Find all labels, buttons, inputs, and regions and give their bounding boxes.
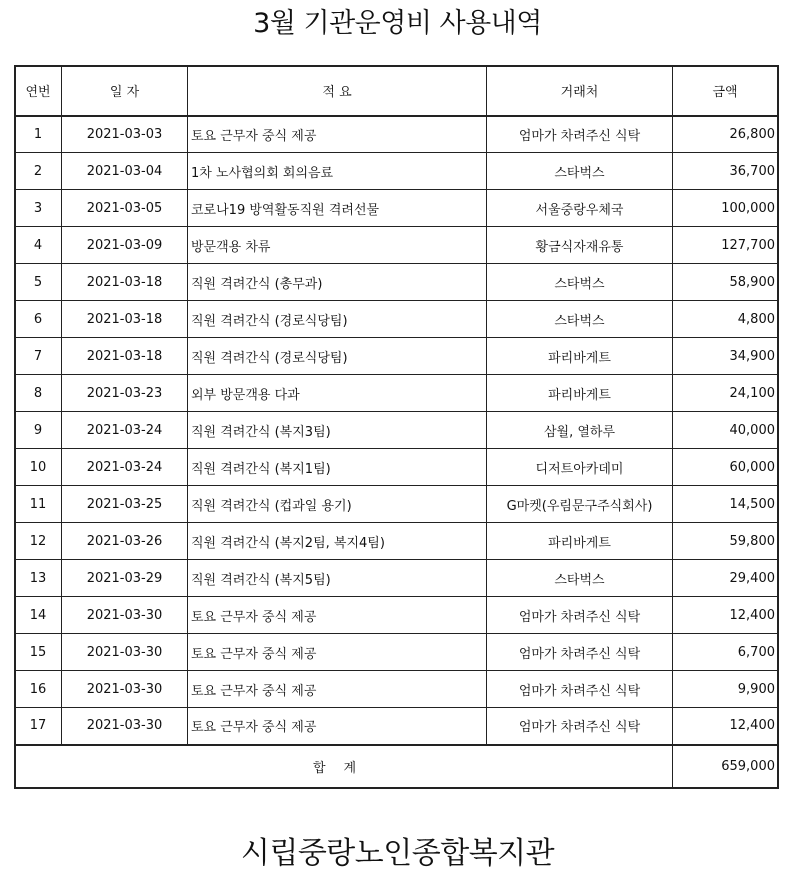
row-number: 1 <box>15 116 62 153</box>
row-number: 8 <box>15 375 62 412</box>
row-description: 1차 노사협의회 회의음료 <box>188 153 487 190</box>
row-date: 2021-03-30 <box>62 671 188 708</box>
header-amount: 금액 <box>673 66 778 116</box>
row-vendor: 엄마가 차려주신 식탁 <box>487 116 673 153</box>
row-vendor: 스타벅스 <box>487 301 673 338</box>
table-row <box>15 523 778 560</box>
row-description: 방문객용 차류 <box>188 227 487 264</box>
row-date: 2021-03-04 <box>62 153 188 190</box>
organization-name: 시립중랑노인종합복지관 <box>240 836 555 871</box>
row-amount: 34,900 <box>673 338 778 375</box>
row-vendor: 엄마가 차려주신 식탁 <box>487 671 673 708</box>
row-date: 2021-03-18 <box>62 301 188 338</box>
row-number: 14 <box>15 597 62 634</box>
row-description: 토요 근무자 중식 제공 <box>188 708 487 745</box>
row-amount: 14,500 <box>673 486 778 523</box>
row-vendor: 엄마가 차려주신 식탁 <box>487 634 673 671</box>
header-no: 연번 <box>15 66 62 116</box>
table-row <box>15 560 778 597</box>
row-vendor: 스타벅스 <box>487 153 673 190</box>
row-description: 토요 근무자 중식 제공 <box>188 116 487 153</box>
row-description: 직원 격려간식 (복지5팀) <box>188 560 487 597</box>
row-amount: 59,800 <box>673 523 778 560</box>
table-row <box>15 301 778 338</box>
table-row <box>15 153 778 190</box>
row-amount: 58,900 <box>673 264 778 301</box>
row-date: 2021-03-30 <box>62 597 188 634</box>
row-amount: 9,900 <box>673 671 778 708</box>
row-description: 직원 격려간식 (복지2팀, 복지4팀) <box>188 523 487 560</box>
row-vendor: 디저트아카데미 <box>487 449 673 486</box>
row-vendor: 파리바게트 <box>487 375 673 412</box>
row-vendor: 황금식자재유통 <box>487 227 673 264</box>
table-row <box>15 708 778 745</box>
row-amount: 26,800 <box>673 116 778 153</box>
row-number: 16 <box>15 671 62 708</box>
table-row <box>15 227 778 264</box>
expense-table <box>14 65 778 789</box>
row-vendor: G마켓(우림문구주식회사) <box>487 486 673 523</box>
row-vendor: 스타벅스 <box>487 264 673 301</box>
table-row <box>15 486 778 523</box>
document-title: 3월 기관운영비 사용내역 <box>253 8 542 39</box>
row-description: 직원 격려간식 (경로식당팀) <box>188 338 487 375</box>
total-amount: 659,000 <box>673 745 778 789</box>
row-description: 직원 격려간식 (총무과) <box>188 264 487 301</box>
row-date: 2021-03-18 <box>62 338 188 375</box>
row-vendor: 삼월, 열하루 <box>487 412 673 449</box>
row-number: 13 <box>15 560 62 597</box>
table-row <box>15 449 778 486</box>
row-number: 5 <box>15 264 62 301</box>
row-amount: 127,700 <box>673 227 778 264</box>
table-row <box>15 412 778 449</box>
row-number: 11 <box>15 486 62 523</box>
row-number: 3 <box>15 190 62 227</box>
row-date: 2021-03-09 <box>62 227 188 264</box>
row-amount: 40,000 <box>673 412 778 449</box>
row-number: 17 <box>15 708 62 745</box>
row-vendor: 엄마가 차려주신 식탁 <box>487 597 673 634</box>
row-date: 2021-03-03 <box>62 116 188 153</box>
table-row <box>15 634 778 671</box>
row-amount: 29,400 <box>673 560 778 597</box>
table-header-row <box>15 66 778 116</box>
row-date: 2021-03-24 <box>62 412 188 449</box>
row-vendor: 스타벅스 <box>487 560 673 597</box>
row-description: 토요 근무자 중식 제공 <box>188 597 487 634</box>
row-vendor: 서울중랑우체국 <box>487 190 673 227</box>
row-date: 2021-03-24 <box>62 449 188 486</box>
row-number: 6 <box>15 301 62 338</box>
row-amount: 6,700 <box>673 634 778 671</box>
total-row <box>15 745 778 789</box>
row-date: 2021-03-18 <box>62 264 188 301</box>
table-row <box>15 671 778 708</box>
row-vendor: 파리바게트 <box>487 523 673 560</box>
row-number: 15 <box>15 634 62 671</box>
header-date: 일 자 <box>62 66 188 116</box>
table-row <box>15 338 778 375</box>
table-body <box>15 116 778 745</box>
row-description: 직원 격려간식 (복지1팀) <box>188 449 487 486</box>
row-date: 2021-03-29 <box>62 560 188 597</box>
row-description: 토요 근무자 중식 제공 <box>188 671 487 708</box>
row-amount: 100,000 <box>673 190 778 227</box>
table-row <box>15 116 778 153</box>
row-date: 2021-03-26 <box>62 523 188 560</box>
table-row <box>15 597 778 634</box>
row-vendor: 파리바게트 <box>487 338 673 375</box>
row-date: 2021-03-25 <box>62 486 188 523</box>
row-number: 10 <box>15 449 62 486</box>
row-number: 2 <box>15 153 62 190</box>
table-row <box>15 375 778 412</box>
row-description: 직원 격려간식 (복지3팀) <box>188 412 487 449</box>
row-vendor: 엄마가 차려주신 식탁 <box>487 708 673 745</box>
row-description: 직원 격려간식 (컵과일 용기) <box>188 486 487 523</box>
row-amount: 4,800 <box>673 301 778 338</box>
row-description: 토요 근무자 중식 제공 <box>188 634 487 671</box>
table-row <box>15 264 778 301</box>
row-description: 직원 격려간식 (경로식당팀) <box>188 301 487 338</box>
header-description: 적 요 <box>188 66 487 116</box>
row-number: 7 <box>15 338 62 375</box>
row-description: 코로나19 방역활동직원 격려선물 <box>188 190 487 227</box>
row-number: 12 <box>15 523 62 560</box>
row-number: 4 <box>15 227 62 264</box>
row-date: 2021-03-05 <box>62 190 188 227</box>
row-amount: 24,100 <box>673 375 778 412</box>
row-description: 외부 방문객용 다과 <box>188 375 487 412</box>
row-date: 2021-03-23 <box>62 375 188 412</box>
table-row <box>15 190 778 227</box>
row-date: 2021-03-30 <box>62 708 188 745</box>
row-amount: 12,400 <box>673 597 778 634</box>
row-number: 9 <box>15 412 62 449</box>
total-label: 합계 <box>15 745 673 789</box>
row-amount: 60,000 <box>673 449 778 486</box>
row-amount: 36,700 <box>673 153 778 190</box>
row-date: 2021-03-30 <box>62 634 188 671</box>
row-amount: 12,400 <box>673 708 778 745</box>
header-vendor: 거래처 <box>487 66 673 116</box>
